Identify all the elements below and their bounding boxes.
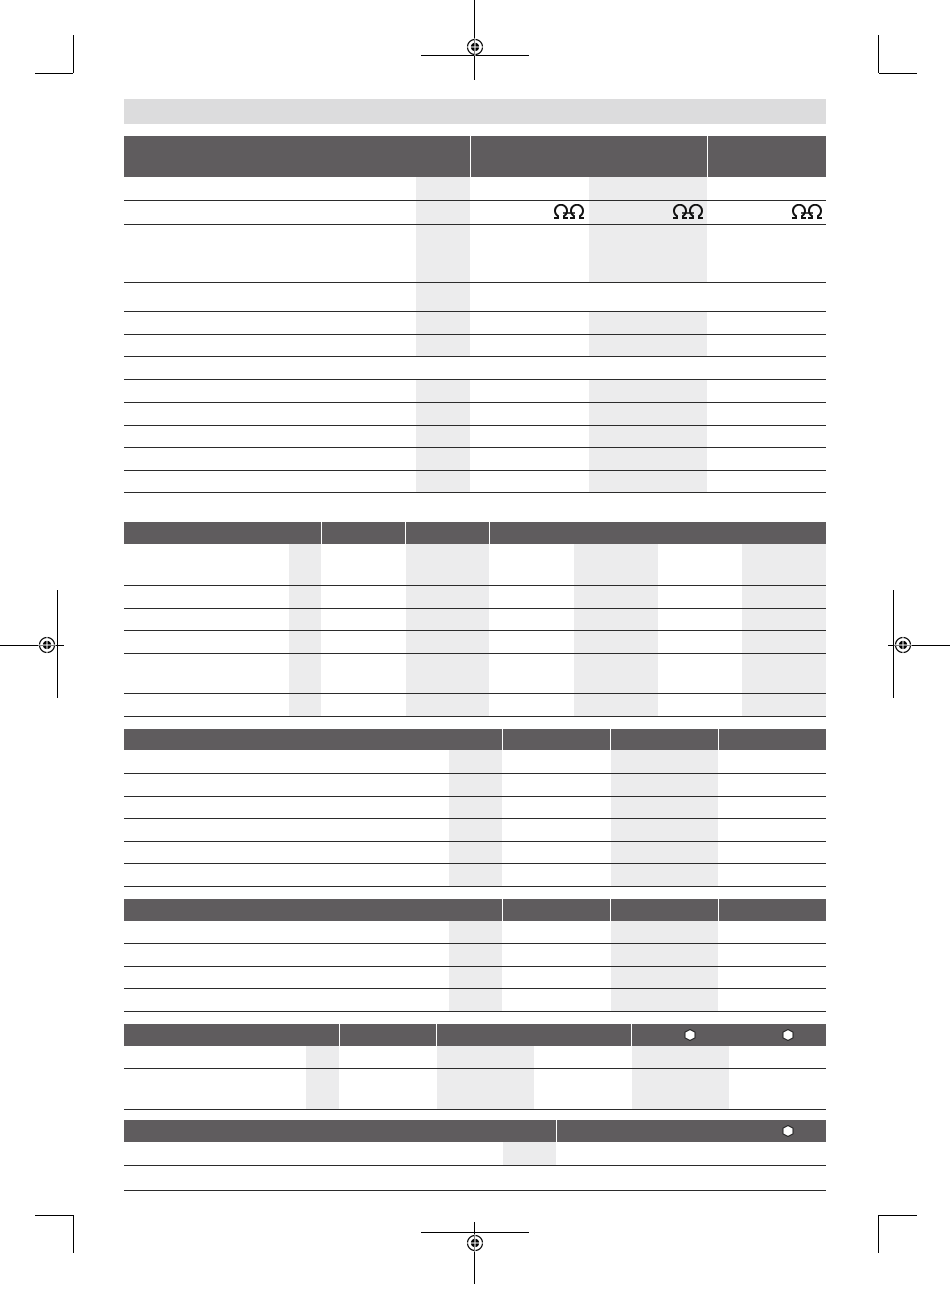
registration-mark-icon [466, 38, 484, 56]
title-bar [124, 99, 826, 124]
table-row [124, 716, 826, 717]
table-row [124, 608, 826, 609]
table-row [124, 1190, 826, 1191]
table-row [124, 630, 826, 631]
table-header [124, 522, 826, 544]
table-row [124, 492, 826, 493]
table-row [124, 841, 826, 842]
table-row [124, 796, 826, 797]
table-row [124, 773, 826, 774]
unit-column [306, 1046, 339, 1109]
table-row [124, 863, 826, 864]
table-row [124, 470, 826, 471]
table-row [124, 1011, 826, 1012]
hexagon-icon [782, 1125, 794, 1137]
table-row [124, 425, 826, 426]
table-row [124, 356, 826, 357]
table-row [124, 966, 826, 967]
table-header [124, 136, 826, 177]
registration-mark-icon [894, 636, 912, 654]
table-row [124, 402, 826, 403]
ohm-symbol-icon [671, 204, 705, 220]
table-row [124, 282, 826, 283]
hexagon-icon [782, 1029, 794, 1041]
table-row [124, 886, 826, 887]
table-row [124, 693, 826, 694]
ohm-symbol-icon [552, 204, 586, 220]
table-header [124, 899, 826, 921]
value-column [437, 1046, 534, 1109]
registration-mark-icon [466, 1234, 484, 1252]
table-row [124, 311, 826, 312]
table-row [124, 334, 826, 335]
table-row [124, 653, 826, 654]
hexagon-icon [684, 1029, 696, 1041]
table-row [124, 1068, 826, 1069]
table-row [124, 1165, 826, 1166]
unit-column [416, 380, 470, 492]
table-header [124, 1120, 826, 1142]
table-row [124, 988, 826, 989]
table-row [124, 447, 826, 448]
table-header [124, 729, 826, 750]
registration-mark-icon [38, 636, 56, 654]
unit-column [416, 177, 470, 356]
table-row [124, 585, 826, 586]
table-row [124, 224, 826, 225]
ohm-symbol-icon [790, 204, 824, 220]
value-column [589, 380, 707, 492]
unit-column [503, 1142, 556, 1165]
value-column [589, 177, 707, 283]
table-row [124, 379, 826, 380]
table-row [124, 943, 826, 944]
table-row [124, 818, 826, 819]
table-header [124, 1024, 826, 1046]
table-row [124, 1109, 826, 1110]
table-row [124, 200, 826, 201]
value-column [632, 1046, 729, 1109]
